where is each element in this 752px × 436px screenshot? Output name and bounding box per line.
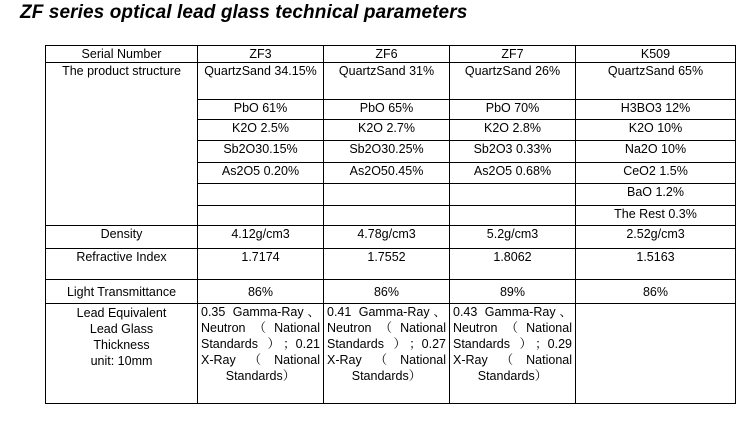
structure-cell: BaO 1.2%	[576, 184, 736, 206]
refractive-value: 1.5163	[576, 249, 736, 280]
structure-cell: The Rest 0.3%	[576, 206, 736, 226]
transmittance-value: 86%	[576, 280, 736, 304]
header-col: ZF3	[198, 46, 324, 63]
structure-cell: Sb2O30.15%	[198, 141, 324, 163]
structure-cell: PbO 61%	[198, 100, 324, 120]
structure-cell: H3BO3 12%	[576, 100, 736, 120]
structure-cell	[324, 184, 450, 206]
structure-cell: K2O 10%	[576, 120, 736, 141]
structure-cell	[198, 184, 324, 206]
equivalent-line: X-Ray（National	[201, 353, 320, 367]
equivalent-line: Standards）	[225, 369, 296, 383]
equivalent-line: Standards）；0.27	[327, 337, 446, 351]
structure-cell: CeO2 1.5%	[576, 163, 736, 184]
structure-cell	[450, 184, 576, 206]
equivalent-line: 0.43 Gamma-Ray、	[453, 305, 572, 319]
density-value: 5.2g/cm3	[450, 226, 576, 249]
equivalent-label	[46, 304, 198, 404]
structure-cell: As2O5 0.20%	[198, 163, 324, 184]
structure-cell: QuartzSand 31%	[324, 63, 450, 100]
structure-cell: PbO 70%	[450, 100, 576, 120]
refractive-row	[46, 249, 736, 280]
transmittance-label: Light Transmittance	[46, 280, 198, 304]
page-title: ZF series optical lead glass technical parameters	[20, 2, 468, 23]
structure-label: The product structure	[46, 63, 198, 226]
parameters-table	[45, 45, 736, 404]
transmittance-value: 86%	[324, 280, 450, 304]
equivalent-line: Standards）；0.21	[201, 337, 320, 351]
equivalent-label-line: unit: 10mm	[90, 354, 153, 368]
equivalent-label-line: Thickness	[93, 338, 150, 352]
density-value: 2.52g/cm3	[576, 226, 736, 249]
equivalent-line: 0.35 Gamma-Ray、	[201, 305, 320, 319]
equivalent-row	[46, 304, 736, 404]
equivalent-value	[576, 304, 736, 404]
transmittance-row	[46, 280, 736, 304]
equivalent-line: X-Ray（National	[327, 353, 446, 367]
equivalent-line: Neutron（National	[201, 321, 320, 335]
equivalent-value	[324, 304, 450, 404]
structure-cell: K2O 2.7%	[324, 120, 450, 141]
equivalent-line: Standards）；0.29	[453, 337, 572, 351]
equivalent-line: X-Ray（National	[453, 353, 572, 367]
refractive-value: 1.7174	[198, 249, 324, 280]
header-col: ZF7	[450, 46, 576, 63]
structure-cell: K2O 2.5%	[198, 120, 324, 141]
equivalent-value	[450, 304, 576, 404]
structure-cell: K2O 2.8%	[450, 120, 576, 141]
structure-cell	[450, 206, 576, 226]
structure-cell: QuartzSand 65%	[576, 63, 736, 100]
density-label: Density	[46, 226, 198, 249]
structure-cell: QuartzSand 34.15%	[198, 63, 324, 100]
structure-cell: QuartzSand 26%	[450, 63, 576, 100]
equivalent-line: 0.41 Gamma-Ray、	[327, 305, 446, 319]
equivalent-line: Standards）	[477, 369, 548, 383]
refractive-label: Refractive Index	[46, 249, 198, 280]
structure-row	[46, 63, 736, 100]
transmittance-value: 89%	[450, 280, 576, 304]
header-row	[46, 46, 736, 63]
equivalent-label-line: Lead Equivalent	[76, 306, 167, 320]
structure-cell: PbO 65%	[324, 100, 450, 120]
refractive-value: 1.8062	[450, 249, 576, 280]
transmittance-value: 86%	[198, 280, 324, 304]
density-value: 4.78g/cm3	[324, 226, 450, 249]
structure-cell: Sb2O3 0.33%	[450, 141, 576, 163]
density-value: 4.12g/cm3	[198, 226, 324, 249]
equivalent-line: Neutron（National	[327, 321, 446, 335]
structure-cell: Sb2O30.25%	[324, 141, 450, 163]
header-col: ZF6	[324, 46, 450, 63]
equivalent-line: Standards）	[351, 369, 422, 383]
header-label: Serial Number	[46, 46, 198, 63]
structure-cell: As2O5 0.68%	[450, 163, 576, 184]
equivalent-line: Neutron（National	[453, 321, 572, 335]
refractive-value: 1.7552	[324, 249, 450, 280]
equivalent-value	[198, 304, 324, 404]
density-row	[46, 226, 736, 249]
structure-cell: As2O50.45%	[324, 163, 450, 184]
structure-cell	[198, 206, 324, 226]
structure-cell	[324, 206, 450, 226]
structure-cell: Na2O 10%	[576, 141, 736, 163]
header-col: K509	[576, 46, 736, 63]
equivalent-label-line: Lead Glass	[89, 322, 154, 336]
